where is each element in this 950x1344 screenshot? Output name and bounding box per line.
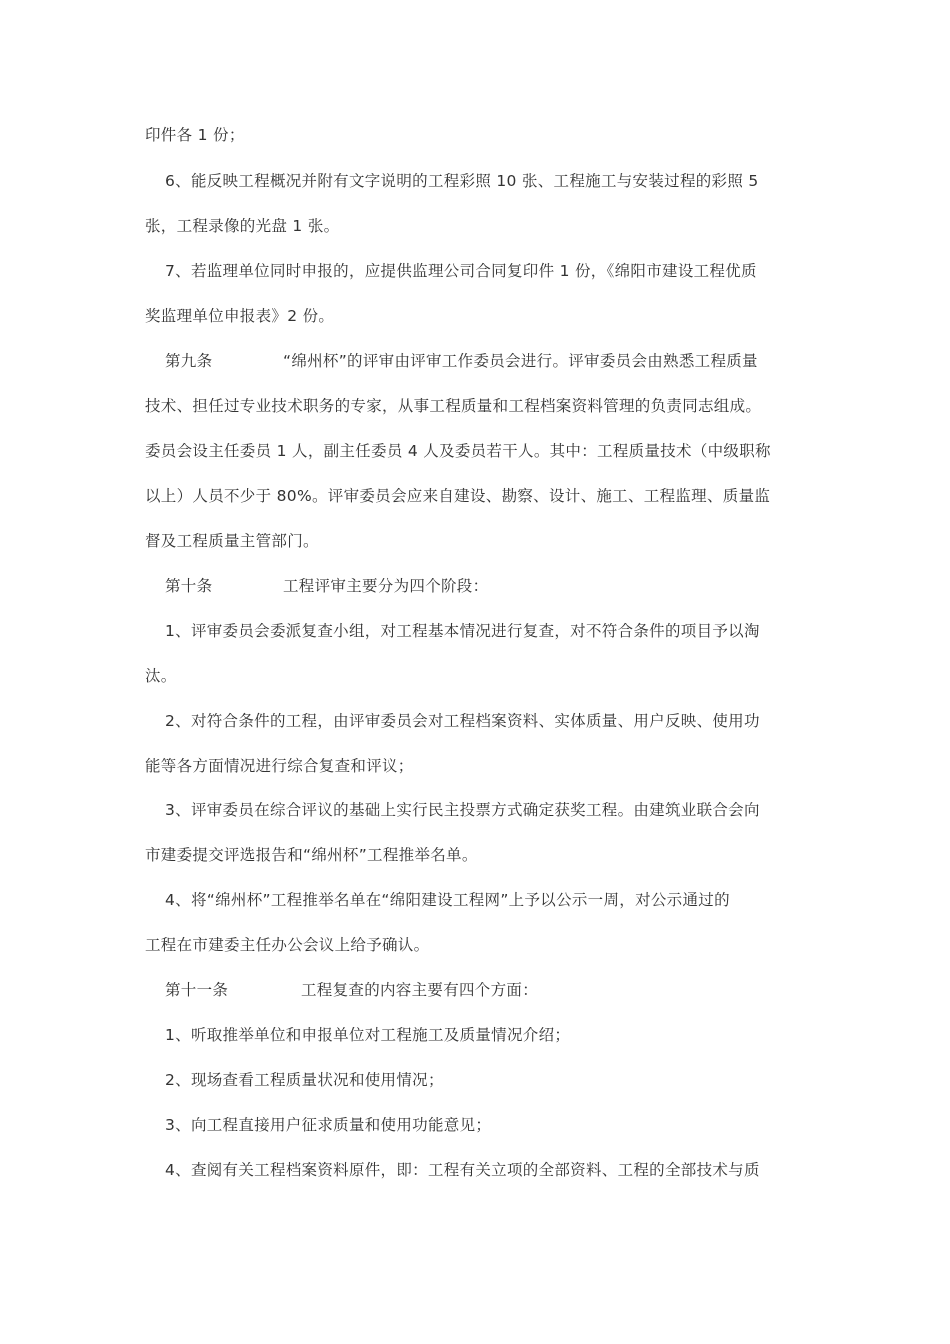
text-line: 7、若监理单位同时申报的，应提供监理公司合同复印件 1 份，《绵阳市建设工程优质 (165, 262, 757, 280)
text-line: 4、将“绵州杯”工程推举名单在“绵阳建设工程网”上予以公示一周，对公示通过的 (165, 891, 730, 909)
article-11-text: 工程复查的内容主要有四个方面： (301, 981, 539, 999)
text-line: 能等各方面情况进行综合复查和评议； (145, 757, 414, 775)
article-9-line (165, 350, 835, 372)
article-11-label: 第十一条 (165, 981, 229, 999)
text-line: 印件各 1 份； (145, 126, 245, 144)
text-line: 以上）人员不少于 80%。评审委员会应来自建设、勘察、设计、施工、工程监理、质量监 (145, 487, 771, 505)
text-line: 督及工程质量主管部门。 (145, 532, 319, 550)
article-9-text: “绵州杯”的评审由评审工作委员会进行。评审委员会由熟悉工程质量 (283, 352, 758, 370)
text-line: 市建委提交评选报告和“绵州杯”工程推举名单。 (145, 846, 478, 864)
article-10-line (165, 575, 835, 597)
text-line: 3、向工程直接用户征求质量和使用功能意见； (165, 1116, 492, 1134)
text-line: 2、现场查看工程质量状况和使用情况； (165, 1071, 444, 1089)
text-line: 委员会设主任委员 1 人，副主任委员 4 人及委员若干人。其中：工程质量技术（中级职称 (145, 442, 771, 460)
article-9-label: 第九条 (165, 352, 213, 370)
text-line: 工程在市建委主任办公会议上给予确认。 (145, 936, 430, 954)
text-line: 汰。 (145, 667, 177, 685)
text-line: 2、对符合条件的工程，由评审委员会对工程档案资料、实体质量、用户反映、使用功 (165, 712, 760, 730)
text-line: 奖监理单位申报表》2 份。 (145, 307, 335, 325)
article-10-text: 工程评审主要分为四个阶段： (283, 577, 489, 595)
text-line: 6、能反映工程概况并附有文字说明的工程彩照 10 张、工程施工与安装过程的彩照 5 (165, 172, 759, 190)
article-11-line (165, 979, 835, 1001)
text-line: 张，工程录像的光盘 1 张。 (145, 217, 340, 235)
text-line: 技术、担任过专业技术职务的专家，从事工程质量和工程档案资料管理的负责同志组成。 (145, 397, 762, 415)
text-line: 1、听取推举单位和申报单位对工程施工及质量情况介绍； (165, 1026, 571, 1044)
article-10-label: 第十条 (165, 577, 213, 595)
text-line: 3、评审委员在综合评议的基础上实行民主投票方式确定获奖工程。由建筑业联合会向 (165, 801, 760, 819)
text-line: 4、查阅有关工程档案资料原件，即：工程有关立项的全部资料、工程的全部技术与质 (165, 1161, 760, 1179)
text-line: 1、评审委员会委派复查小组，对工程基本情况进行复查，对不符合条件的项目予以淘 (165, 622, 760, 640)
